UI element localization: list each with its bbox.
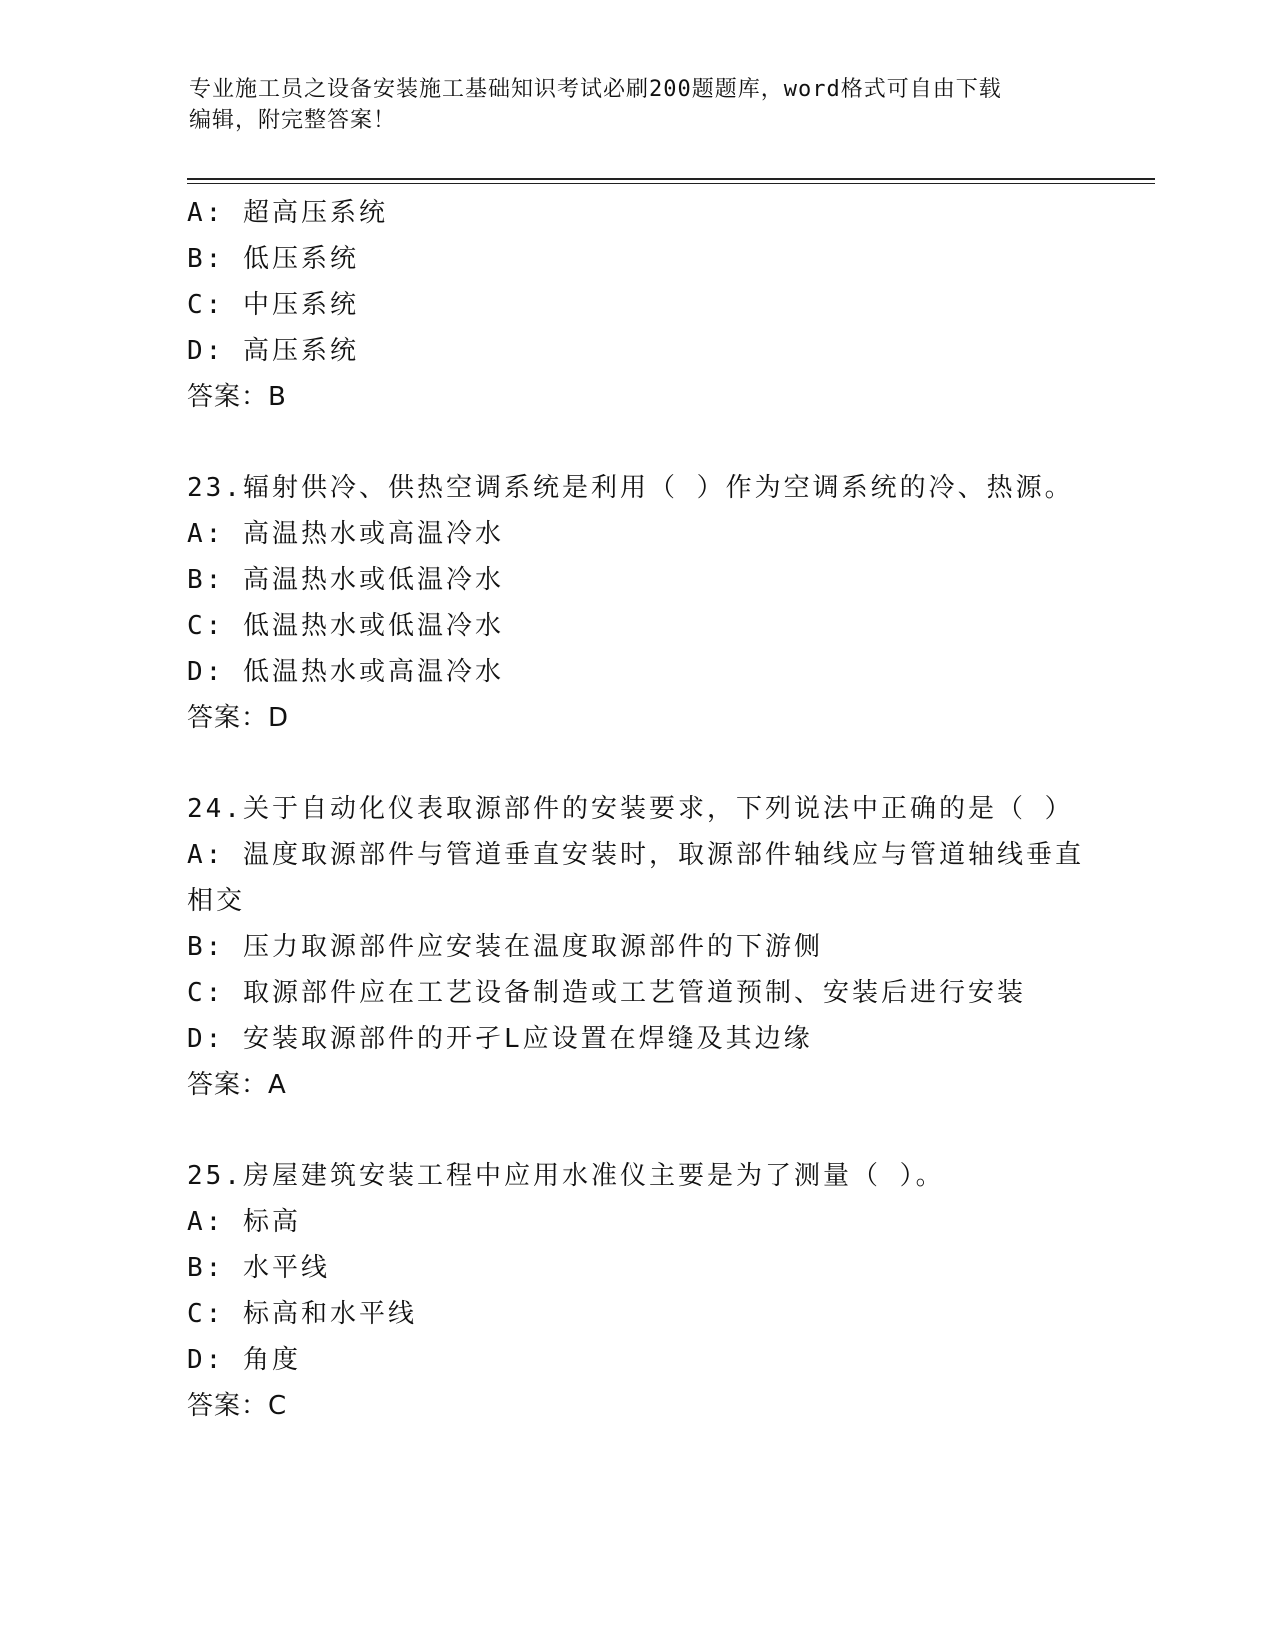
spacer — [187, 420, 1087, 465]
option-d: D: 高压系统 — [187, 336, 359, 366]
question-22 — [187, 190, 1087, 420]
question-25 — [187, 1153, 1087, 1429]
question-text: 24.关于自动化仪表取源部件的安装要求，下列说法中正确的是（ ） — [187, 794, 1074, 824]
header-title-line-2: 编辑，附完整答案！ — [189, 108, 397, 133]
answer-line: 答案：C — [187, 1391, 288, 1421]
option-a: A: 高温热水或高温冷水 — [187, 519, 504, 549]
option-d: D: 低温热水或高温冷水 — [187, 657, 504, 687]
option-c: C: 标高和水平线 — [187, 1299, 417, 1329]
question-list — [187, 190, 1087, 1429]
option-b: B: 水平线 — [187, 1253, 330, 1283]
spacer — [187, 741, 1087, 786]
option-b: B: 压力取源部件应安装在温度取源部件的下游侧 — [187, 932, 823, 962]
question-24 — [187, 786, 1087, 1108]
document-header — [189, 74, 1089, 136]
option-a: A: 超高压系统 — [187, 198, 388, 228]
answer-line: 答案：D — [187, 703, 290, 733]
answer-line: 答案：B — [187, 382, 287, 412]
question-text: 23.辐射供冷、供热空调系统是利用（ ）作为空调系统的冷、热源。 — [187, 473, 1074, 503]
answer-line: 答案：A — [187, 1070, 287, 1100]
option-d: D: 安装取源部件的开孑L应设置在焊缝及其边缘 — [187, 1024, 813, 1054]
question-text: 25.房屋建筑安装工程中应用水准仪主要是为了测量（ ）。 — [187, 1161, 945, 1191]
question-23 — [187, 465, 1087, 741]
option-b: B: 高温热水或低温冷水 — [187, 565, 504, 595]
option-a-continuation: 相交 — [187, 886, 246, 916]
option-a: A: 标高 — [187, 1207, 301, 1237]
header-divider-thin — [187, 183, 1155, 184]
option-c: C: 低温热水或低温冷水 — [187, 611, 504, 641]
option-d: D: 角度 — [187, 1345, 301, 1375]
option-c: C: 取源部件应在工艺设备制造或工艺管道预制、安装后进行安装 — [187, 978, 1026, 1008]
option-c: C: 中压系统 — [187, 290, 359, 320]
option-a: A: 温度取源部件与管道垂直安装时，取源部件轴线应与管道轴线垂直 — [187, 840, 1084, 870]
option-b: B: 低压系统 — [187, 244, 359, 274]
header-title-line-1: 专业施工员之设备安装施工基础知识考试必刷200题题库，word格式可自由下载 — [189, 77, 1002, 102]
header-divider-thick — [187, 178, 1155, 180]
spacer — [187, 1108, 1087, 1153]
